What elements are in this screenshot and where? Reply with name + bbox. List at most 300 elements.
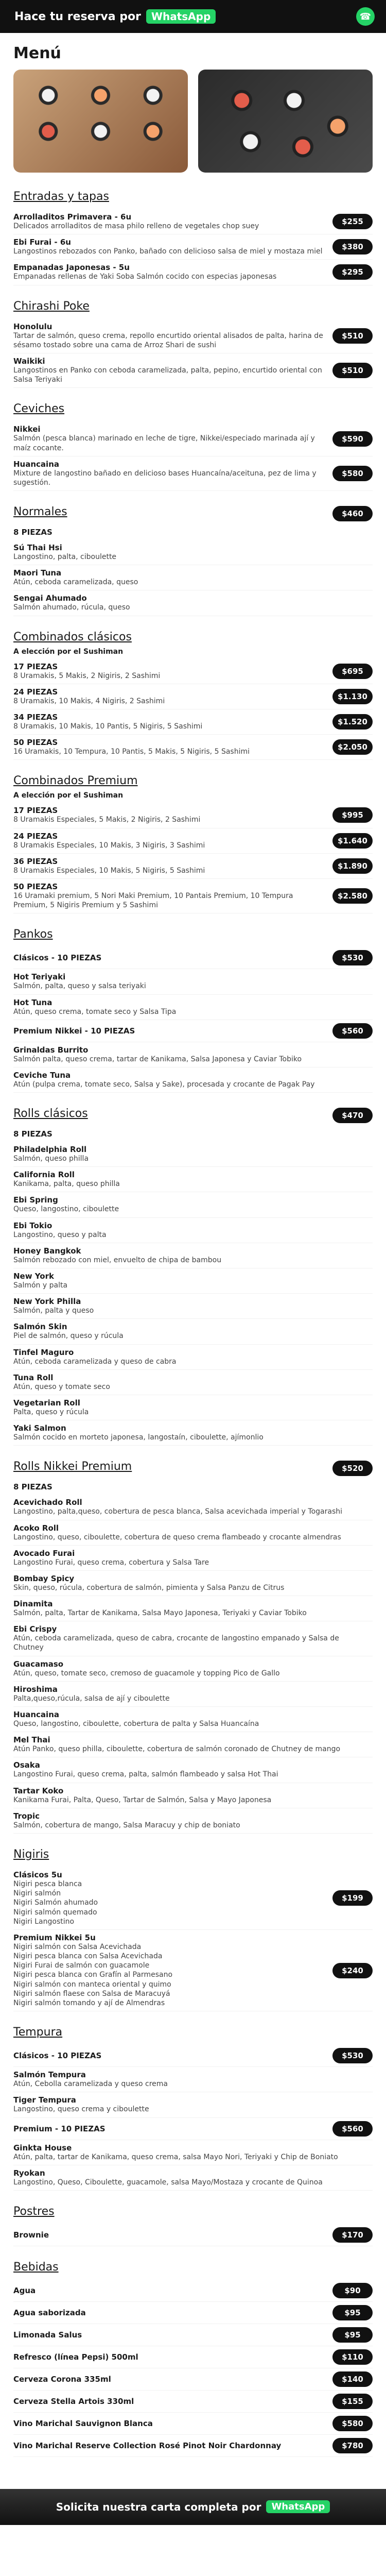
menu-item-description: Empanadas rellenas de Yaki Soba Salmón cocido con especias japonesas [13, 273, 277, 281]
menu-item [13, 803, 373, 828]
menu-item [13, 353, 373, 388]
menu-item [13, 1167, 373, 1192]
menu-item [13, 2280, 373, 2302]
price-badge: $995 [332, 807, 373, 823]
menu-item-description: Langostino, Queso, Ciboulette, guacamole, salsa Mayo/Mostaza y crocante de Quinoa [13, 2178, 323, 2187]
page-title: Menú [13, 44, 61, 62]
menu-item-text [13, 1170, 373, 1189]
menu-item [13, 879, 373, 913]
menu-item-description: Kanikama, palta, queso philla [13, 1180, 120, 1189]
menu-item-text [13, 238, 332, 256]
menu-item-name: Tuna Roll [13, 1372, 54, 1382]
menu-item-text [13, 2230, 332, 2240]
menu-item-name: Limonada Salus [13, 2330, 82, 2340]
menu-item-text [13, 1685, 373, 1703]
section-title: Bebidas [13, 2260, 59, 2274]
menu-item-text [13, 2124, 332, 2133]
menu-item [13, 2140, 373, 2165]
menu-item-name: Premium - 10 PIEZAS [13, 2124, 106, 2133]
menu-item [13, 1345, 373, 1370]
price-badge: $510 [332, 328, 373, 344]
menu-item-description: Salmón palta, queso crema, tartar de Kanikama, Salsa Japonesa y Caviar Tobiko [13, 1055, 302, 1063]
menu-item [13, 1319, 373, 1344]
price-badge: $590 [332, 431, 373, 447]
section-subtitle: A elección por el Sushiman [13, 647, 124, 656]
menu-item-name: 34 PIEZAS [13, 713, 58, 722]
menu-item-text [13, 1523, 373, 1542]
price-badge: $695 [332, 664, 373, 679]
menu-item [13, 1218, 373, 1243]
section-rolls-nikkei [13, 1457, 373, 1834]
menu-item-name: Bombay Spicy [13, 1573, 75, 1583]
menu-item-text [13, 2095, 373, 2114]
menu-item-text [13, 543, 373, 562]
menu-item-text [13, 1574, 373, 1592]
menu-item-name: Hot Tuna [13, 997, 52, 1007]
menu-item-name: Yaki Salmon [13, 1423, 66, 1433]
menu-item-name: Honolulu [13, 321, 52, 331]
price-badge: $95 [332, 2305, 373, 2320]
menu-item [13, 1707, 373, 1732]
banner-title: Hace tu reserva por [14, 10, 141, 23]
price-badge: $170 [332, 2227, 373, 2243]
menu-item-description: Skin, queso, rúcula, cobertura de salmón, pimienta y Salsa Panzu de Citrus [13, 1583, 285, 1592]
menu-item [13, 1520, 373, 1546]
price-badge: $1.890 [332, 858, 373, 874]
menu-item-description: Langostino, queso y palta [13, 1230, 107, 1239]
price-badge: $1.130 [332, 689, 373, 704]
section-title: Rolls Nikkei Premium [13, 1460, 132, 1473]
price-badge: $2.580 [332, 888, 373, 904]
menu-item-name: Refresco (línea Pepsi) 500ml [13, 2352, 138, 2362]
menu-item-name: Brownie [13, 2230, 49, 2240]
menu-item [13, 2435, 373, 2457]
menu-item-text [13, 1071, 373, 1089]
menu-item-text [13, 460, 332, 487]
menu-item-description: Salmón y palta [13, 1281, 68, 1290]
section-title: Entradas y tapas [13, 190, 109, 203]
menu-item [13, 1243, 373, 1268]
menu-item-text [13, 2168, 373, 2187]
menu-item [13, 947, 373, 969]
section-title: Ceviches [13, 402, 65, 416]
menu-item-text [13, 263, 332, 281]
menu-item-text [13, 687, 332, 706]
menu-item-text [13, 1272, 373, 1290]
price-badge: $510 [332, 363, 373, 378]
menu-item-description: Langostino, queso crema y ciboulette [13, 2105, 149, 2114]
menu-item [13, 1682, 373, 1707]
menu-item-description: 8 Uramakis Especiales, 10 Makis, 3 Nigiris, 3 Sashimi [13, 841, 205, 850]
menu-item-name: Vino Marichal Sauvignon Blanca [13, 2418, 153, 2428]
menu-item-text [13, 882, 332, 910]
menu-item-name: Cerveza Corona 335ml [13, 2374, 111, 2384]
menu-item-name: 36 PIEZAS [13, 856, 58, 866]
menu-item-name: 24 PIEZAS [13, 831, 58, 841]
menu-item-description: Atún, ceboda caramelizada, queso [13, 578, 138, 587]
menu-item-text [13, 1195, 373, 1214]
section-bebidas [13, 2258, 373, 2457]
menu-item-text [13, 1026, 332, 1036]
section-title: Combinados clásicos [13, 630, 132, 643]
section-pankos [13, 925, 373, 1093]
section-title: Chirashi Poke [13, 299, 90, 313]
menu-item-text [13, 2143, 373, 2162]
menu-item-name: Tropic [13, 1811, 40, 1821]
menu-item-description: Palta, queso y rúcula [13, 1408, 89, 1416]
price-badge: $580 [332, 466, 373, 481]
menu-item-text [13, 662, 332, 681]
menu-item [13, 2224, 373, 2246]
menu-item [13, 854, 373, 879]
menu-item-text [13, 1322, 373, 1341]
menu-item [13, 684, 373, 709]
menu-item-name: Agua saborizada [13, 2308, 86, 2317]
menu-item-text [13, 1246, 373, 1265]
menu-item-name: New York [13, 1272, 54, 1281]
top-banner[interactable] [0, 0, 386, 33]
menu-item-name: Premium Nikkei 5u [13, 1933, 96, 1942]
menu-item-name: Huancaina [13, 1710, 59, 1719]
section-title: Postres [13, 2205, 55, 2218]
menu-item [13, 1042, 373, 1067]
section-title: Nigiris [13, 1848, 49, 1861]
menu-item-text [13, 2051, 332, 2060]
menu-item-name: Tartar Koko [13, 1786, 64, 1795]
menu-item-description: Mixture de langostino bañado en delicioso bases Huancaína/aceituna, pez de lima y sugestión. [13, 469, 317, 487]
menu-item-text [13, 2397, 332, 2406]
price-badge: $560 [332, 1023, 373, 1039]
menu-item-description: Salmón (pesca blanca) marinado en leche de tigre, Nikkei/especiado marinada ají y maíz cocante. [13, 434, 315, 452]
price-badge: $110 [332, 2349, 373, 2365]
price-badge: $530 [332, 2048, 373, 2063]
menu-item-name: Tinfel Maguro [13, 1347, 74, 1357]
menu-item-description: Atún Panko, queso philla, ciboulette, cobertura de salmón coronado de Chutney de mango [13, 1745, 341, 1754]
menu-item-description: Langostinos rebozados con Panko, bañado con delicioso salsa de miel y mostaza miel [13, 247, 323, 256]
menu-item [13, 1495, 373, 1520]
menu-item-name: Ebi Furai - 6u [13, 238, 71, 247]
whatsapp-badge[interactable]: WhatsApp [266, 2500, 330, 2513]
menu-item-description: Atún, Cebolla caramelizada y queso crema [13, 2080, 168, 2089]
pieces-count: 8 PIEZAS [13, 528, 52, 537]
sushi-photo [13, 70, 188, 173]
menu-item-name: Osaka [13, 1760, 40, 1770]
menu-item-name: Ebi Crispy [13, 1624, 57, 1634]
menu-item [13, 1067, 373, 1093]
menu-item [13, 565, 373, 590]
menu-item [13, 1596, 373, 1621]
menu-item-name: Agua [13, 2285, 36, 2295]
menu-item-text [13, 1549, 373, 1567]
menu-item-name: Nikkei [13, 425, 41, 434]
menu-item-description: 16 Uramakis, 10 Tempura, 10 Pantis, 5 Makis, 5 Nigiris, 5 Sashimi [13, 748, 250, 756]
section-rolls [13, 1104, 373, 1446]
menu-item-name: Ebi Tokio [13, 1221, 52, 1230]
menu-item-text [13, 1760, 373, 1779]
price-badge: $380 [332, 239, 373, 255]
whatsapp-icon[interactable]: ☎ [356, 7, 375, 26]
menu-item [13, 709, 373, 735]
menu-item [13, 590, 373, 616]
menu-item-description: Salmón, palta, Tartar de Kanikama, Salsa Mayo Japonesa, Teriyaki y Caviar Tobiko [13, 1609, 307, 1618]
section-premium [13, 771, 373, 913]
price-badge: $460 [332, 506, 373, 521]
menu-item-text [13, 322, 332, 350]
price-badge: $95 [332, 2327, 373, 2343]
menu-item-description: Atún, queso crema, tomate seco y Salsa Tipa [13, 1007, 177, 1016]
menu-item [13, 1783, 373, 1808]
menu-item [13, 1808, 373, 1834]
section-postres [13, 2202, 373, 2246]
menu-item-name: Guacamaso [13, 1659, 64, 1669]
menu-item-text [13, 1659, 373, 1678]
menu-item-text [13, 1045, 373, 1064]
menu-item-text [13, 1870, 332, 1926]
menu-item-text [13, 1498, 373, 1516]
menu-item-text [13, 2330, 332, 2340]
section-ceviches [13, 399, 373, 491]
section-title: Combinados Premium [13, 774, 138, 788]
menu-item [13, 1656, 373, 1682]
menu-item [13, 735, 373, 760]
menu-item-name: Avocado Furai [13, 1548, 75, 1558]
menu-item [13, 995, 373, 1020]
menu-item [13, 1268, 373, 1294]
menu-item-name: Tiger Tempura [13, 2095, 76, 2105]
section-title: Tempura [13, 2026, 63, 2039]
menu-item-text [13, 1599, 373, 1618]
menu-item-description: 8 Uramakis Especiales, 5 Makis, 2 Nigiris, 2 Sashimi [13, 816, 201, 824]
menu-item-description: Atún, queso y tomate seco [13, 1382, 110, 1391]
section-title: Pankos [13, 928, 53, 941]
menu-item-text [13, 998, 373, 1016]
menu-item [13, 2413, 373, 2435]
menu-item [13, 2391, 373, 2413]
pieces-count: 8 PIEZAS [13, 1129, 52, 1139]
menu-item-name: Dinamita [13, 1599, 53, 1609]
menu-item-name: 50 PIEZAS [13, 738, 58, 748]
price-badge: $560 [332, 2121, 373, 2137]
menu-item-name: Salmón Skin [13, 1322, 67, 1332]
menu-item-text [13, 357, 332, 384]
menu-item-name: 50 PIEZAS [13, 882, 58, 891]
menu-item [13, 2067, 373, 2092]
menu-item-description: Salmón, queso philla [13, 1155, 89, 1163]
menu-item [13, 1370, 373, 1395]
menu-item-description: Queso, langostino, ciboulette, cobertura de palta y Salsa Huancaína [13, 1720, 259, 1728]
menu-item-description: Langostino Furai, queso crema, palta, salmón flambeado y salsa Hot Thai [13, 1770, 278, 1779]
price-badge: $155 [332, 2394, 373, 2409]
menu-item [13, 421, 373, 456]
menu-item-description: Atún, palta, tartar de Kanikama, queso crema, salsa Mayo Nori, Teriyaki y Chip de Boniato [13, 2153, 338, 2161]
price-badge: $2.050 [332, 739, 373, 755]
menu-item [13, 2165, 373, 2191]
price-badge: $520 [332, 1461, 373, 1476]
menu-item-name: Ryokan [13, 2168, 45, 2178]
menu-item-description: Kanikama Furai, Palta, Queso, Tartar de Salmón, Salsa y Mayo Japonesa [13, 1795, 272, 1804]
menu-item-name: Arrolladitos Primavera - 6u [13, 212, 132, 222]
whatsapp-badge[interactable]: WhatsApp [146, 9, 216, 24]
menu-item-text [13, 1423, 373, 1442]
price-badge: $255 [332, 214, 373, 229]
menu-item-name: Maori Tuna [13, 568, 62, 578]
menu-item-text [13, 1933, 332, 2008]
menu-item-name: Mel Thai [13, 1735, 50, 1745]
menu-item-description: Nigiri salmón con Salsa Acevichada Nigiri pesca blanca con Salsa Acevichada Nigiri Furai de salmón con guacamole Nigiri pesca blanca con Grafín al Parmesano Nigiri salmón con manteca oriental y quimo Nigiri salmón flaese con Salsa de Maracuyá Nigiri salmón tomando y ají de Almendras [13, 1942, 173, 2007]
menu-item-name: 24 PIEZAS [13, 687, 58, 697]
menu-item-name: 17 PIEZAS [13, 662, 58, 671]
sushi-photo [198, 70, 373, 173]
menu-item [13, 2045, 373, 2067]
menu-item-description: Langostino, queso, ciboulette, cobertura de queso crema flambeado y crocante almendras [13, 1533, 341, 1541]
menu-item [13, 1867, 373, 1930]
price-badge: $90 [332, 2283, 373, 2298]
menu-item-description: Atún, queso, tomate seco, cremoso de guacamole y topping Pico de Gallo [13, 1669, 280, 1677]
menu-item-text [13, 2441, 332, 2450]
menu-item [13, 1930, 373, 2011]
menu-item [13, 234, 373, 260]
menu-item [13, 209, 373, 234]
section-title: Normales [13, 505, 67, 519]
menu-item-description: Salmón, palta y queso [13, 1307, 94, 1315]
menu-item-name: Acevichado Roll [13, 1498, 82, 1507]
menu-item-name: Clásicos - 10 PIEZAS [13, 2051, 102, 2061]
menu-content [0, 33, 386, 2489]
menu-item-text [13, 2375, 332, 2384]
price-badge: $140 [332, 2371, 373, 2387]
menu-item-text [13, 1145, 373, 1163]
menu-item-text [13, 1735, 373, 1754]
menu-item-text [13, 713, 332, 731]
menu-item-name: Grinaldas Burrito [13, 1045, 89, 1055]
menu-item-name: Hot Teriyaki [13, 972, 66, 982]
menu-item-text [13, 972, 373, 991]
menu-item-description: Salmón cocido en morteto japonesa, langostaín, ciboulette, ajímonlio [13, 1433, 264, 1442]
menu-item-name: Sengai Ahumado [13, 594, 87, 603]
price-badge: $470 [332, 1108, 373, 1123]
menu-item-text [13, 832, 332, 850]
menu-item-text [13, 212, 332, 231]
menu-item [13, 2324, 373, 2346]
menu-item-text [13, 568, 373, 587]
price-badge: $295 [332, 264, 373, 280]
price-badge: $240 [332, 1963, 373, 1978]
menu-item-description: Langostino, palta, ciboulette [13, 553, 117, 562]
menu-item-text [13, 425, 332, 452]
menu-item-description: Langostinos en Panko con ceboda caramelizada, palta, pepino, encurtido oriental con Salsa Teriyaki [13, 366, 322, 384]
section-normales [13, 502, 373, 616]
menu-item-text [13, 806, 332, 824]
menu-item-text [13, 2286, 332, 2295]
menu-item-name: Acoko Roll [13, 1523, 59, 1533]
menu-item-name: Hiroshima [13, 1684, 58, 1694]
menu-item [13, 2092, 373, 2117]
menu-item [13, 1757, 373, 1783]
menu-item [13, 1294, 373, 1319]
menu-item [13, 969, 373, 994]
menu-item-description: Piel de salmón, queso y rúcula [13, 1332, 124, 1341]
menu-item [13, 2118, 373, 2140]
menu-item-text [13, 1786, 373, 1805]
menu-item [13, 1546, 373, 1571]
menu-item [13, 2302, 373, 2324]
menu-item-description: 8 Uramakis Especiales, 10 Makis, 5 Nigiris, 5 Sashimi [13, 866, 205, 875]
menu-item-name: Ebi Spring [13, 1195, 58, 1205]
section-clasicos [13, 628, 373, 760]
menu-item-text [13, 738, 332, 756]
menu-item-description: 8 Uramakis, 10 Makis, 10 Pantis, 5 Nigiris, 5 Sashimi [13, 722, 203, 731]
menu-item-name: California Roll [13, 1170, 75, 1180]
menu-item-description: Palta,queso,rúcula, salsa de ají y ciboulette [13, 1694, 170, 1703]
menu-item-description: Salmón, palta, queso y salsa teriyaki [13, 982, 146, 991]
menu-item-name: Clásicos 5u [13, 1870, 62, 1879]
menu-item [13, 1732, 373, 1757]
menu-item-text [13, 2070, 373, 2089]
menu-item [13, 1142, 373, 1167]
menu-item-description: Queso, langostino, ciboulette [13, 1205, 119, 1214]
section-entradas [13, 187, 373, 285]
price-badge: $580 [332, 2416, 373, 2431]
menu-item-text [13, 1373, 373, 1392]
menu-item-text [13, 2419, 332, 2428]
menu-item [13, 2368, 373, 2391]
menu-item-text [13, 1348, 373, 1366]
menu-item [13, 659, 373, 684]
menu-item [13, 1395, 373, 1420]
hero-images [13, 70, 373, 173]
menu-item-name: 17 PIEZAS [13, 806, 58, 816]
menu-item-name: Salmón Tempura [13, 2070, 86, 2080]
menu-item-description: Langostino, palta,queso, cobertura de pesca blanca, Salsa acevichada imperial y Togarashi [13, 1507, 342, 1516]
menu-item [13, 1621, 373, 1656]
section-subtitle: A elección por el Sushiman [13, 791, 124, 800]
menu-item-text [13, 1624, 373, 1652]
menu-item [13, 1020, 373, 1042]
menu-item-text [13, 1398, 373, 1417]
menu-item [13, 319, 373, 353]
menu-item-name: Ceviche Tuna [13, 1070, 71, 1080]
menu-item-description: Salmón, cobertura de mango, Salsa Maracuy y chip de boniato [13, 1821, 240, 1829]
menu-item-name: Empanadas Japonesas - 5u [13, 263, 130, 273]
menu-item-text [13, 1811, 373, 1830]
menu-item-text [13, 1297, 373, 1315]
price-badge: $780 [332, 2438, 373, 2453]
menu-item [13, 1192, 373, 1217]
menu-item-name: Clásicos - 10 PIEZAS [13, 953, 102, 963]
menu-item-description: Atún (pulpa crema, tomate seco, Salsa y Sake), procesada y crocante de Pagak Pay [13, 1080, 315, 1089]
price-badge: $1.520 [332, 714, 373, 730]
section-tempura [13, 2023, 373, 2191]
menu-item-description: 8 Uramakis, 10 Makis, 4 Nigiris, 2 Sashimi [13, 697, 165, 705]
menu-item-description: 16 Uramaki premium, 5 Nori Maki Premium, 10 Pantais Premium, 10 Tempura Premium, 5 Nigiris Premium y 5 Sashimi [13, 891, 293, 910]
menu-item-description: Langostino Furai, queso crema, cobertura y Salsa Tare [13, 1558, 209, 1567]
menu-item [13, 1420, 373, 1446]
menu-item-name: Cerveza Stella Artois 330ml [13, 2396, 134, 2406]
menu-item-description: Salmón rebozado con miel, envuelto de chipa de bambou [13, 1256, 222, 1264]
menu-item-text [13, 2352, 332, 2362]
menu-item-description: Atún, ceboda caramelizada y queso de cabra [13, 1357, 177, 1366]
menu-item-name: Huancaina [13, 459, 59, 469]
bottom-banner[interactable] [0, 2489, 386, 2525]
price-badge: $530 [332, 950, 373, 965]
menu-item-name: New York Philla [13, 1297, 81, 1307]
menu-item-text [13, 2308, 332, 2317]
menu-item-name: Premium Nikkei - 10 PIEZAS [13, 1026, 135, 1036]
menu-item-description: Atún, ceboda caramelizada, queso de cabra, crocante de langostino empanado y Salsa de Chutney [13, 1634, 339, 1652]
menu-item-text [13, 953, 332, 962]
menu-item-text [13, 857, 332, 875]
menu-item [13, 540, 373, 565]
